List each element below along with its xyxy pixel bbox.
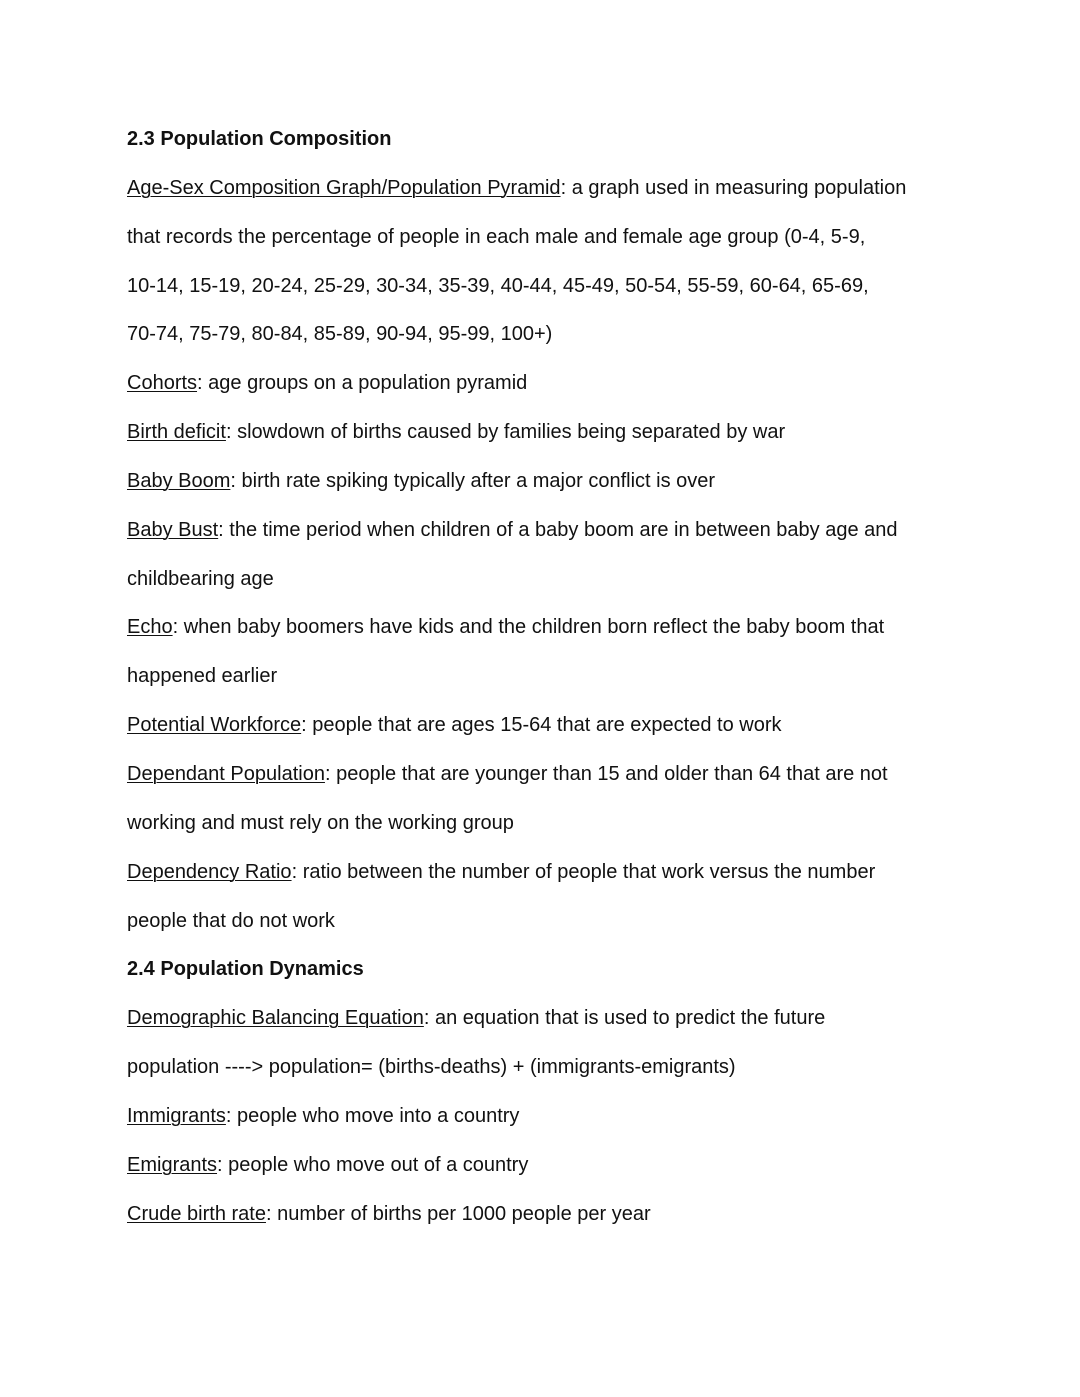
definition-term: Emigrants	[127, 1153, 218, 1176]
definition-continuation: that records the percentage of people in each male and female age group (0-4, 5-9,	[127, 225, 866, 248]
section-heading: 2.3 Population Composition	[127, 128, 392, 150]
definition-line: Cohorts: age groups on a population pyramid	[127, 372, 528, 395]
definition-term: Baby Boom	[127, 469, 231, 492]
definition-continuation: happened earlier	[127, 665, 278, 688]
definition-line: Immigrants: people who move into a country	[127, 1104, 520, 1127]
definition-text: slowdown of births caused by families being separated by war	[237, 421, 786, 444]
definition-line: Birth deficit: slowdown of births caused by families being separated by war	[127, 421, 786, 444]
definition-text: birth rate spiking typically after a major conflict is over	[241, 469, 716, 492]
definition-continuation: people that do not work	[127, 909, 335, 932]
definition-term: Dependency Ratio	[127, 860, 292, 883]
definition-line: Emigrants: people who move out of a country	[127, 1153, 529, 1176]
definition-term: Crude birth rate	[127, 1202, 266, 1225]
definition-text: a graph used in measuring population	[571, 176, 907, 199]
definition-line: Echo: when baby boomers have kids and the children born reflect the baby boom that	[127, 616, 885, 639]
definition-text: number of births per 1000 people per year	[277, 1202, 651, 1225]
definition-text: people that are ages 15-64 that are expected to work	[312, 714, 782, 737]
document-body	[127, 120, 967, 1243]
definition-text: when baby boomers have kids and the children born reflect the baby boom that	[183, 616, 885, 639]
definition-term: Baby Bust	[127, 518, 219, 541]
definition-continuation: population ----> population= (births-deaths) + (immigrants-emigrants)	[127, 1056, 736, 1079]
definition-text: an equation that is used to predict the future	[434, 1007, 826, 1030]
definition-term: Cohorts	[127, 372, 198, 395]
definition-continuation: 70-74, 75-79, 80-84, 85-89, 90-94, 95-99, 100+)	[127, 323, 553, 346]
definition-term: Potential Workforce	[127, 714, 302, 737]
definition-line: Baby Boom: birth rate spiking typically after a major conflict is over	[127, 469, 716, 492]
definition-term: Demographic Balancing Equation	[127, 1007, 424, 1030]
definition-term: Dependant Population	[127, 762, 325, 785]
section-heading: 2.4 Population Dynamics	[127, 958, 364, 981]
definition-line: Dependant Population: people that are younger than 15 and older than 64 that are not	[127, 762, 888, 785]
definition-continuation: 10-14, 15-19, 20-24, 25-29, 30-34, 35-39, 40-44, 45-49, 50-54, 55-59, 60-64, 65-69,	[127, 274, 869, 297]
definition-text: age groups on a population pyramid	[208, 372, 528, 395]
definition-term: Age-Sex Composition Graph/Population Pyramid	[127, 176, 561, 199]
definition-continuation: working and must rely on the working group	[127, 811, 514, 834]
definition-text: people who move out of a country	[228, 1153, 529, 1176]
definition-line: Dependency Ratio: ratio between the number of people that work versus the number	[127, 860, 876, 883]
definition-term: Birth deficit	[127, 421, 226, 444]
definition-line: Crude birth rate: number of births per 1000 people per year	[127, 1202, 651, 1225]
definition-text: the time period when children of a baby boom are in between baby age and	[229, 518, 898, 541]
definition-continuation: childbearing age	[127, 567, 274, 590]
definition-line: Potential Workforce: people that are ages 15-64 that are expected to work	[127, 714, 782, 737]
definition-text: ratio between the number of people that work versus the number	[302, 860, 876, 883]
definition-term: Echo	[127, 616, 173, 639]
definition-text: people who move into a country	[237, 1104, 520, 1127]
definition-line: Demographic Balancing Equation: an equation that is used to predict the future	[127, 1007, 826, 1030]
definition-line: Age-Sex Composition Graph/Population Pyramid: a graph used in measuring population	[127, 176, 907, 199]
definition-line: Baby Bust: the time period when children of a baby boom are in between baby age and	[127, 518, 898, 541]
definition-text: people that are younger than 15 and older than 64 that are not	[336, 762, 888, 785]
definition-term: Immigrants	[127, 1104, 226, 1127]
